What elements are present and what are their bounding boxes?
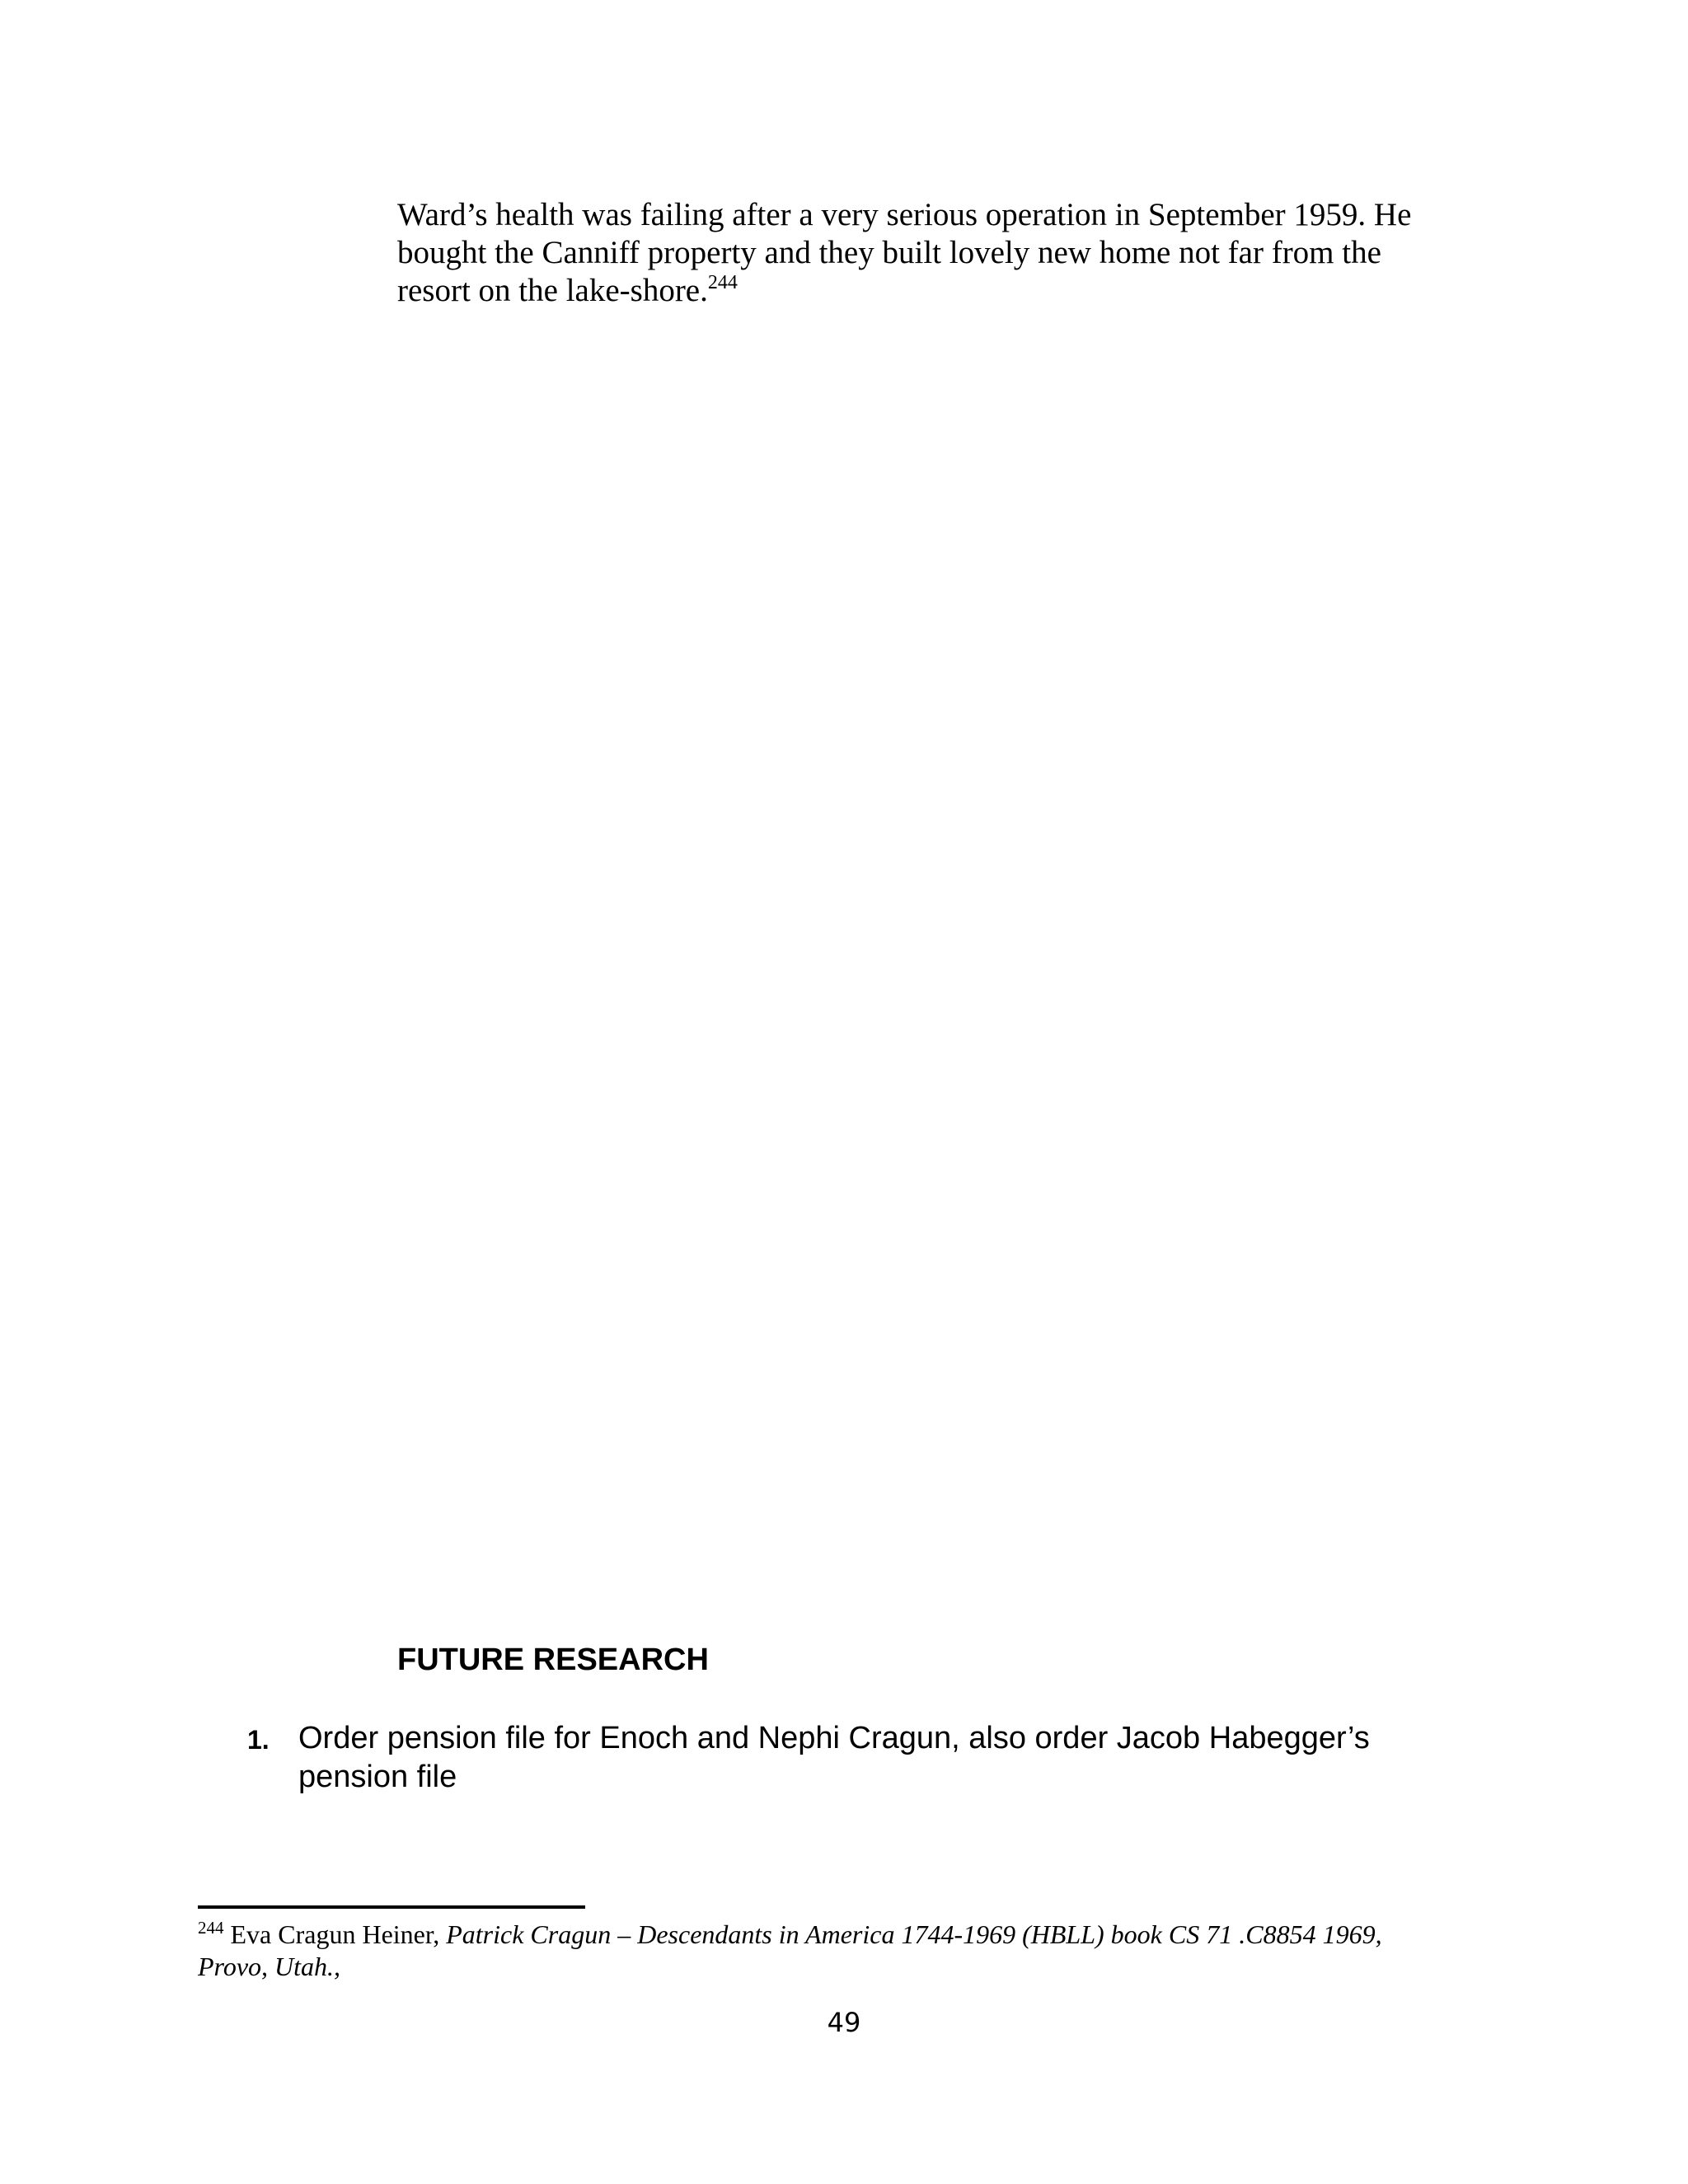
footnote-reference: 244 [707, 272, 738, 293]
footnote [198, 1919, 1500, 1983]
footnote-number: 244 [198, 1918, 224, 1938]
body-line-text: resort on the lake-shore. [397, 273, 708, 308]
list-item-number: 1. [247, 1725, 270, 1755]
footnote-line [198, 1951, 1500, 1983]
footnote-author: Eva Cragun Heiner, [230, 1919, 440, 1949]
page-number: 49 [827, 2007, 861, 2038]
body-line: Ward’s health was failing after a very serious operation in September 1959. He [397, 197, 1412, 232]
footnote-title: Patrick Cragun – Descendants in America 1744-1969 (HBLL) book CS 71 .C8854 1969, [446, 1919, 1382, 1949]
footnote-line [198, 1919, 1500, 1951]
body-paragraph [397, 196, 1485, 310]
section-heading: FUTURE RESEARCH [397, 1643, 709, 1677]
list-item-text [298, 1719, 1485, 1797]
footnote-title-cont: Provo, Utah., [198, 1952, 341, 1981]
body-line: bought the Canniff property and they built lovely new home not far from the [397, 235, 1381, 270]
list-item-line: Order pension file for Enoch and Nephi Cragun, also order Jacob Habegger’s [298, 1721, 1370, 1755]
list-item-line: pension file [298, 1760, 457, 1794]
body-line-last [397, 272, 1485, 310]
footnote-separator [198, 1905, 585, 1909]
